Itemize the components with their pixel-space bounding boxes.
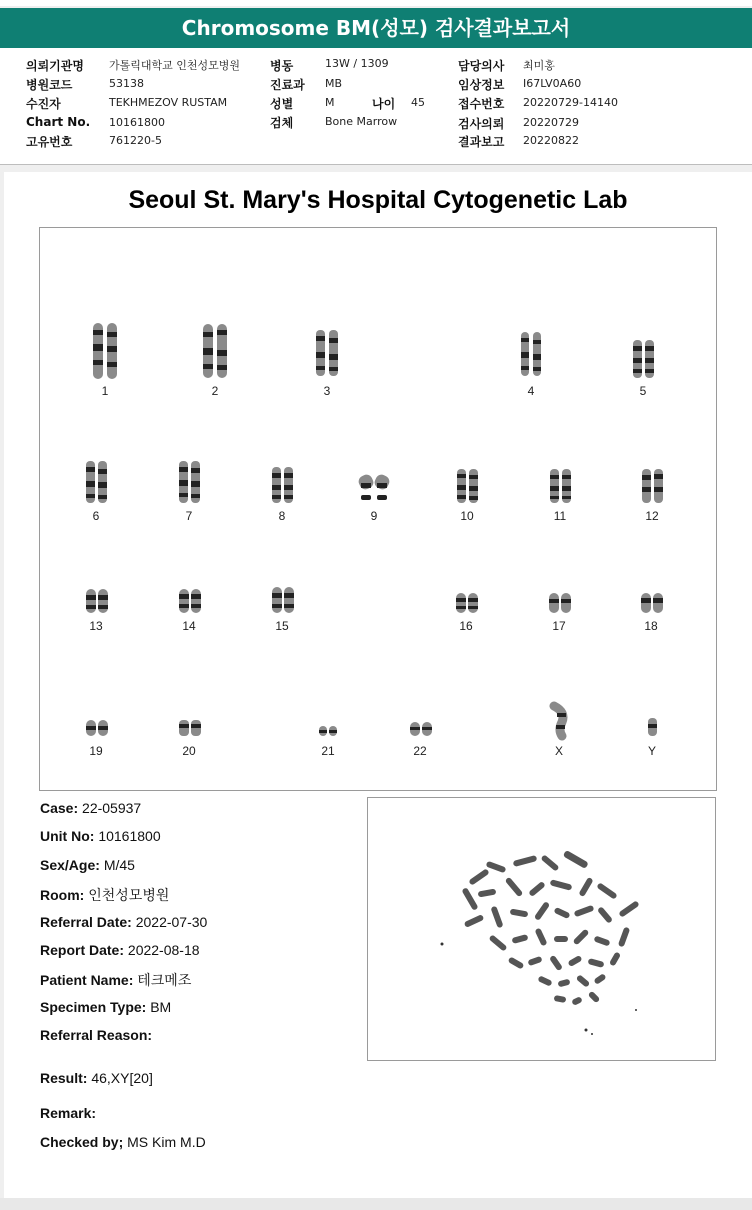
sexage-value: M/45: [103, 857, 135, 873]
chromosome-pair: [247, 443, 317, 523]
checked-field: [40, 1134, 206, 1150]
specimen-type-field: [40, 999, 171, 1015]
sexage-field: [40, 857, 135, 873]
chromosome-pair: [496, 318, 566, 398]
result-value: 46,XY[20]: [91, 1070, 153, 1086]
chromosome-number: 21: [321, 744, 335, 758]
chromosome-pair: [608, 318, 678, 398]
receipt-label: 접수번호: [458, 97, 505, 111]
code-label: 병원코드: [26, 78, 73, 92]
report-title-banner: Chromosome BM(성모) 검사결과보고서: [0, 8, 752, 48]
chromosome-image: [180, 318, 250, 382]
specimen-type-label: Specimen Type:: [40, 999, 147, 1015]
sexage-label: Sex/Age:: [40, 857, 100, 873]
room-value: 인천성모병원: [88, 887, 170, 903]
chromosome-image: [61, 443, 131, 507]
chromosome-pair: [154, 553, 224, 633]
chromosome-image: [154, 678, 224, 742]
chromosome-pair: [154, 443, 224, 523]
code-value: 53138: [109, 77, 144, 90]
unique-label: 고유번호: [26, 135, 73, 149]
referral-date-field: [40, 914, 207, 930]
chromosome-pair: [61, 553, 131, 633]
chromosome-image: [524, 553, 594, 617]
unique-value: 761220-5: [109, 134, 162, 147]
unit-field: [40, 828, 161, 844]
chromosome-image: [247, 443, 317, 507]
chromosome-pair: [617, 443, 687, 523]
patient-info-panel: [0, 48, 752, 165]
chromosome-pair: [339, 443, 409, 523]
patient-name-label: Patient Name:: [40, 972, 134, 988]
room-field: [40, 885, 169, 905]
age-label: 나이: [372, 97, 396, 111]
chromosome-number: 4: [527, 384, 535, 398]
chromosome-pair: [385, 678, 455, 758]
chromosome-image: [293, 678, 363, 742]
chromosome-number: Y: [647, 744, 656, 758]
clinical-label: 임상정보: [458, 78, 505, 92]
patient-name-field: [40, 970, 191, 990]
room-label: Room:: [40, 887, 85, 903]
specimen-type-value: BM: [150, 999, 172, 1015]
chromosome-pair: [524, 553, 594, 633]
chart-label: Chart No.: [26, 115, 91, 129]
sex-label: 성별: [270, 97, 294, 111]
referral-date-value: 2022-07-30: [135, 914, 208, 930]
chromosome-pair: [616, 553, 686, 633]
chromosome-number: 3: [323, 384, 331, 398]
chromosome-pair: [70, 318, 140, 398]
chromosome-number: 17: [552, 619, 566, 633]
chromosome-pair: [61, 678, 131, 758]
case-label: Case:: [40, 800, 79, 816]
chromosome-image: [524, 678, 594, 742]
chromosome-image: [154, 553, 224, 617]
result-report-value: 20220822: [523, 134, 579, 147]
chromosome-pair: [431, 553, 501, 633]
chromosome-image: [61, 553, 131, 617]
report-page: [4, 172, 752, 1198]
chromosome-pair: [180, 318, 250, 398]
chromosome-image: [617, 443, 687, 507]
chromosome-number: 2: [211, 384, 219, 398]
metaphase-image: [367, 797, 716, 1061]
result-label: Result:: [40, 1070, 88, 1086]
specimen-label: 검체: [270, 116, 294, 130]
chromosome-image: [432, 443, 502, 507]
chromosome-image: [339, 443, 409, 507]
remark-field: [40, 1105, 96, 1121]
chromosome-number: 13: [89, 619, 103, 633]
chromosome-number: 15: [275, 619, 289, 633]
doctor-label: 담당의사: [458, 59, 505, 73]
chromosome-pair: [61, 443, 131, 523]
ward-label: 병동: [270, 59, 294, 73]
chromosome-pair: [525, 443, 595, 523]
chromosome-image: [525, 443, 595, 507]
bottom-strip: [0, 1198, 752, 1210]
hospital-value: 가톨릭대학교 인천성모병원: [109, 59, 241, 72]
chromosome-pair: [432, 443, 502, 523]
lab-title: Seoul St. Mary's Hospital Cytogenetic Lab: [128, 186, 628, 214]
age-value: 45: [411, 96, 425, 109]
chromosome-number: 16: [459, 619, 473, 633]
request-value: 20220729: [523, 116, 579, 129]
chart-value: 10161800: [109, 116, 165, 129]
chromosome-number: 14: [182, 619, 196, 633]
result-report-label: 결과보고: [458, 135, 505, 149]
chromosome-number: 9: [370, 509, 378, 523]
report-date-value: 2022-08-18: [127, 942, 200, 958]
patient-value: TEKHMEZOV RUSTAM: [109, 96, 228, 109]
request-label: 검사의뢰: [458, 117, 505, 131]
chromosome-number: 22: [413, 744, 427, 758]
chromosome-image: [431, 553, 501, 617]
checked-label: Checked by;: [40, 1134, 124, 1150]
chromosome-number: 10: [460, 509, 474, 523]
chromosome-image: [617, 678, 687, 742]
chromosome-number: 19: [89, 744, 103, 758]
chromosome-image: [385, 678, 455, 742]
chromosome-image: [616, 553, 686, 617]
chromosome-number: 5: [639, 384, 647, 398]
chromosome-number: 6: [92, 509, 100, 523]
referral-date-label: Referral Date:: [40, 914, 132, 930]
chromosome-image: [292, 318, 362, 382]
case-value: 22-05937: [82, 800, 142, 816]
chromosome-number: 20: [182, 744, 196, 758]
checked-value: MS Kim M.D: [127, 1134, 206, 1150]
karyogram-panel: [39, 227, 717, 791]
dept-label: 진료과: [270, 78, 305, 92]
remark-label: Remark:: [40, 1105, 97, 1121]
patient-label: 수진자: [26, 97, 61, 111]
chromosome-number: 11: [553, 509, 567, 523]
result-field: [40, 1070, 153, 1086]
case-field: [40, 800, 141, 816]
sex-value: M: [325, 96, 335, 109]
unit-value: 10161800: [98, 828, 161, 844]
chromosome-x: [524, 678, 594, 758]
patient-name-value: 테크메조: [137, 972, 192, 988]
dept-value: MB: [325, 77, 343, 90]
referral-reason-label: Referral Reason:: [40, 1027, 153, 1043]
referral-reason-field: [40, 1027, 152, 1043]
clinical-value: I67LV0A60: [523, 77, 582, 90]
chromosome-image: [70, 318, 140, 382]
ward-value: 13W / 1309: [325, 57, 389, 70]
chromosome-pair: [293, 678, 363, 758]
specimen-value: Bone Marrow: [325, 115, 398, 128]
chromosome-number: 8: [278, 509, 286, 523]
chromosome-number: 1: [101, 384, 109, 398]
doctor-value: 최미홍: [523, 59, 555, 72]
chromosome-y: [617, 678, 687, 758]
chromosome-image: [608, 318, 678, 382]
report-date-label: Report Date:: [40, 942, 125, 958]
receipt-value: 20220729-14140: [523, 96, 618, 109]
report-date-field: [40, 942, 200, 958]
chromosome-pair: [154, 678, 224, 758]
chromosome-image: [154, 443, 224, 507]
chromosome-number: 18: [644, 619, 658, 633]
unit-label: Unit No:: [40, 828, 95, 844]
chromosome-image: [496, 318, 566, 382]
top-strip: [0, 0, 752, 6]
chromosome-number: 12: [645, 509, 659, 523]
chromosome-number: X: [554, 744, 563, 758]
chromosome-number: 7: [185, 509, 193, 523]
hospital-label: 의뢰기관명: [26, 59, 84, 73]
chromosome-image: [247, 553, 317, 617]
chromosome-pair: [292, 318, 362, 398]
chromosome-image: [61, 678, 131, 742]
metaphase-spread: [368, 798, 715, 1060]
chromosome-pair: [247, 553, 317, 633]
